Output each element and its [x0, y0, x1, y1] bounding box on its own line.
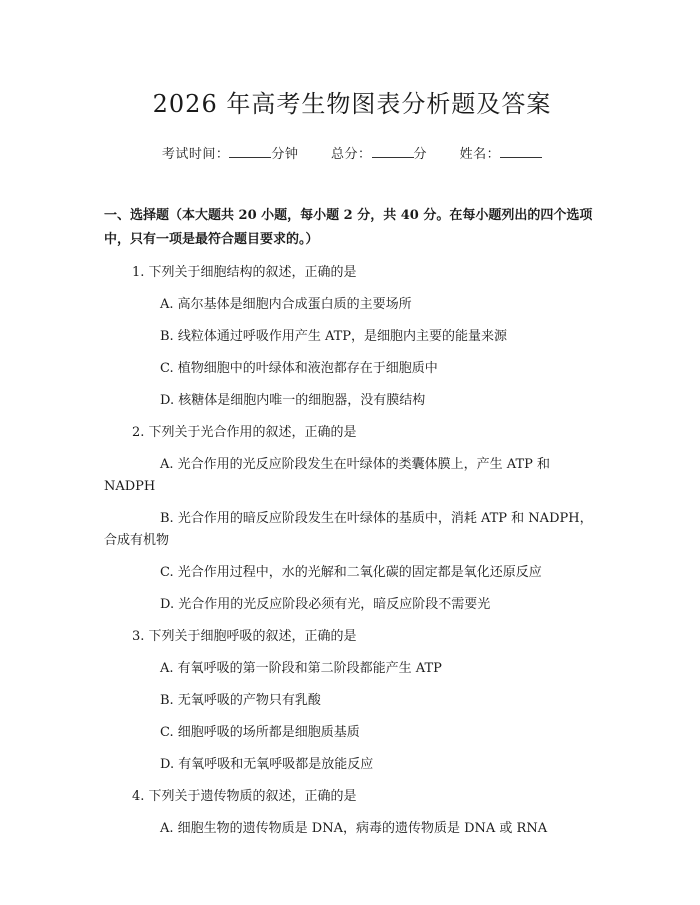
option-d: D. 有氧呼吸和无氧呼吸都是放能反应 [160, 757, 374, 772]
option-b: B. 线粒体通过呼吸作用产生 ATP，是细胞内主要的能量来源 [160, 329, 508, 344]
question-stem: 1. 下列关于细胞结构的叙述，正确的是 [132, 265, 357, 280]
option-a: A. 细胞生物的遗传物质是 DNA，病毒的遗传物质是 DNA 或 RNA [160, 821, 548, 836]
time-label: 考试时间： [161, 147, 230, 162]
exam-info [104, 143, 600, 162]
question-1 [104, 262, 600, 412]
time-field [162, 143, 299, 162]
time-blank [229, 146, 271, 158]
option-b: B. 光合作用的暗反应阶段发生在叶绿体的基质中，消耗 ATP 和 NADPH，合成有机物 [104, 511, 593, 548]
option-b: B. 无氧呼吸的产物只有乳酸 [160, 693, 321, 708]
question-2 [104, 422, 600, 616]
name-label: 姓名： [459, 147, 501, 162]
question-stem: 2. 下列关于光合作用的叙述，正确的是 [132, 425, 357, 440]
question-3 [104, 626, 600, 776]
option-c: C. 植物细胞中的叶绿体和液泡都存在于细胞质中 [160, 361, 438, 376]
option-d: D. 光合作用的光反应阶段必须有光，暗反应阶段不需要光 [160, 597, 491, 612]
option-c: C. 光合作用过程中，水的光解和二氧化碳的固定都是氧化还原反应 [160, 565, 542, 580]
score-blank [372, 146, 414, 158]
name-field [460, 143, 543, 162]
score-unit: 分 [413, 147, 428, 162]
option-a: A. 高尔基体是细胞内合成蛋白质的主要场所 [160, 297, 412, 312]
time-unit: 分钟 [271, 147, 299, 162]
option-d: D. 核糖体是细胞内唯一的细胞器，没有膜结构 [160, 393, 426, 408]
section-heading: 一、选择题（本大题共 20 小题，每小题 2 分，共 40 分。在每小题列出的四个选项中，只有一项是最符合题目要求的。） [104, 208, 593, 247]
question-stem: 3. 下列关于细胞呼吸的叙述，正确的是 [132, 629, 357, 644]
question-4 [104, 786, 600, 840]
option-a: A. 有氧呼吸的第一阶段和第二阶段都能产生 ATP [160, 661, 442, 676]
page-title: 2026 年高考生物图表分析题及答案 [152, 90, 552, 118]
name-blank [500, 146, 542, 158]
score-field [331, 143, 427, 162]
option-a: A. 光合作用的光反应阶段发生在叶绿体的类囊体膜上，产生 ATP 和 NADPH [104, 457, 551, 494]
score-label: 总分： [330, 147, 372, 162]
question-stem: 4. 下列关于遗传物质的叙述，正确的是 [132, 789, 357, 804]
option-c: C. 细胞呼吸的场所都是细胞质基质 [160, 725, 360, 740]
